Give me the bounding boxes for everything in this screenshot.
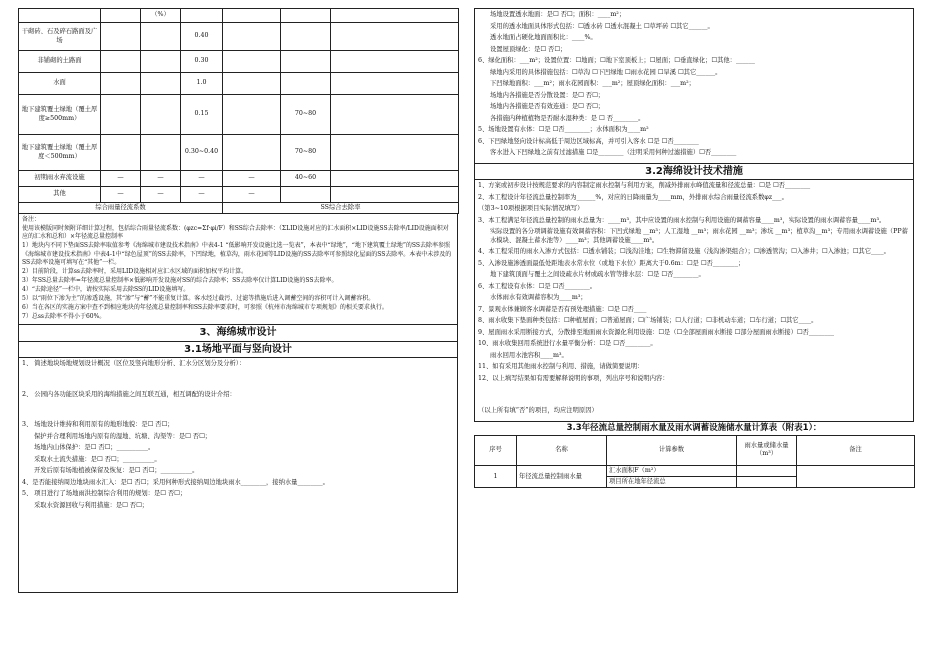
question-line: 9、屋面雨水采用断接方式，分散排至地面雨水资源化利用设施：☐是（☐全部屋面雨水断接 ☐部分屋面雨水断接）☐否________ (478, 328, 835, 336)
right-column (474, 8, 914, 488)
table-3-3-title: 3.3年径流总量控制雨水量及雨水调蓄设施储水量计算表（附表1）： (566, 422, 822, 433)
header-params: 计算参数 (607, 435, 737, 465)
note-item: 2）目前阶段，计算ss去除率时，采用LID设施相对应汇水区域的面积加权平均计算。 (22, 267, 248, 275)
section-3-1-title: 3.1场地平面与竖向设计 (18, 342, 458, 359)
question-line: 地下建筑顶面与覆土之间设疏水片材或疏水管等排水层：☐是 ☐否________。 (490, 271, 705, 278)
table-cell[interactable]: 0.30~0.40 (181, 135, 223, 171)
table-cell[interactable] (331, 9, 459, 23)
table-row (19, 51, 459, 73)
note-item: 1）地块内不同下垫面SS去除率取值参考《海绵城市建设技术指南》中表4-1 “低影响开发设施比选一览表”，本表中“绿地”，“地下建筑覆土绿地”的SS去除率参照《海绵城市建设技术指南》中表4-1中“绿色屋顶”的SS去除率，下凹绿地，植草沟，雨水花园等LID设施的SS去除率可参照绿化屋面的SS去除率。本表中未涉及的SS去除率设施可填写在“其他”一栏。 (22, 242, 452, 266)
calc-remark[interactable] (797, 465, 915, 487)
table-cell[interactable] (223, 23, 281, 51)
table-cell[interactable]: — (181, 187, 223, 203)
question-line: 3、本工程满足年径流总量控制的雨水总量为：____m³，其中应设置的雨水控制与利用设施的调蓄容量____m³，实际设置的雨水调蓄容量____m³。 (478, 216, 886, 224)
header-remark: 备注 (797, 435, 915, 465)
notes-title: 备注： (22, 216, 41, 224)
question-line: 5、入渗设施渗透面最低处距地表水常水位（或地下水位）距离大于0.6m：☐是 ☐否________； (478, 259, 745, 267)
table-cell[interactable] (141, 73, 181, 95)
table-cell[interactable] (331, 95, 459, 135)
note-item: 7）总ss去除率不得小于60%。 (22, 313, 106, 321)
question-line: 场地内山体保护：是☐ 否☐；__________。 (34, 444, 155, 452)
table-cell[interactable]: — (181, 171, 223, 187)
table-cell[interactable] (331, 171, 459, 187)
section-3-2-body (474, 180, 914, 422)
table-cell[interactable] (281, 187, 331, 203)
table-cell[interactable] (331, 73, 459, 95)
runoff-coefficient-table (18, 8, 459, 214)
form-line: 场地内各措施是否分散设置：是☐ 否☐； (490, 91, 605, 99)
table-cell[interactable]: — (223, 187, 281, 203)
table-cell[interactable]: 0.30 (181, 51, 223, 73)
question-line: 7、景观水体兼顾客水调蓄是否有预处理措施：☐是 ☐否____ (478, 305, 647, 313)
calc-param-2: 项目所在地年径流总 (607, 477, 737, 488)
form-line: 6、绿化面积：___m²；设置位置：☐地面；☐地下室顶板上；☐屋面；☐垂直绿化；☐其他：______ (478, 57, 755, 64)
summary-coefficient-label: 综合雨量径流系数 (19, 203, 223, 214)
table-cell[interactable] (101, 23, 141, 51)
row-label: 水面 (19, 73, 101, 95)
question-line: 2、本工程设计年径流总量控制率为______%，对应的日降雨量为____mm，外排雨水综合雨量径流系数φz___。 (478, 193, 788, 201)
question-line: 1、方案或初步设计按规范要求的内容制定雨水控制与利用方案，削减外排雨水峰值流量和径流总量：☐是 ☐否________ (478, 182, 811, 189)
table-cell[interactable] (141, 23, 181, 51)
form-line: 下凹绿地面积：___m²；雨水花园面积：___m²；屋顶绿化面积：___m²； (490, 80, 695, 87)
table-cell[interactable]: — (101, 171, 141, 187)
table-cell[interactable] (223, 73, 281, 95)
table-cell[interactable] (101, 9, 141, 23)
table-row (19, 9, 459, 23)
header-volume: 雨水量或储水量（m³） (737, 435, 797, 465)
question-line: 开发后原有场地植被保留及恢复：是☐ 否☐；__________。 (34, 467, 199, 475)
row-label: 其他 (19, 187, 101, 203)
question-line: 1、 简述地块场地规划设计概况（区位及竖向地形分析、汇水分区划分及分析）： (22, 360, 246, 368)
form-line: 场地内各措施是否有效连通：是☐ 否☐； (490, 103, 605, 110)
question-line: 采取水资源回收与利用措施：是☐ 否☐； (34, 501, 149, 509)
table-cell[interactable]: — (101, 187, 141, 203)
table-cell[interactable] (101, 135, 141, 171)
question-line: 实际设置的各分项调蓄设施有效调蓄容积：下凹式绿地 __m³；人工湿地 __m³；雨水花园 __m³；渗坑 __m³；植草沟__m³；专用雨水调蓄设施（PP蓄水模块、混凝土蓄水池等）____m³；其他调蓄设施____m³。 (490, 228, 908, 244)
form-line: 客水进入下凹绿地之前有过滤措施 ☐是________（注明采用何种过滤措施）☐否________ (490, 149, 737, 156)
question-line: 2、 公园内各功能区块采用的海绵措施之间互联互通，相互调配的设计介绍： (22, 390, 236, 398)
question-line: 11、如有采用其他雨水控制与利用、措施，请做简要说明： (478, 363, 644, 370)
table-cell[interactable]: 70~80 (281, 135, 331, 171)
form-line: 采用的透水地面具体形式包括：☐透水砖 ☐透水混凝土 ☐草坪砖 ☐其它______。 (490, 22, 714, 30)
form-line: 绿地内采用的具体措施包括：☐草沟 ☐下凹绿地 ☐雨水花园 ☐旱溪 ☐其它______。 (490, 68, 722, 76)
table-cell[interactable]: — (141, 171, 181, 187)
table-cell[interactable] (223, 135, 281, 171)
table-row (19, 73, 459, 95)
note-item: 使用该模版同时须附详细计算过程，包括综合雨量径流系数：(φzc=Σf·φi/F）和SS综合去除率：（ΣLID设施对应的汇水面积×LID设施SS去除率/LID设施面积对应的汇水和总和）×年径流总量控制率 (22, 225, 449, 241)
table-cell[interactable] (331, 135, 459, 171)
table-cell[interactable]: 40~60 (281, 171, 331, 187)
left-column (18, 8, 458, 593)
question-line: 雨水回用水池容积____m³。 (490, 351, 568, 359)
form-line: 设置屋顶绿化：是☐ 否☐； (490, 45, 567, 53)
header-name: 名称 (517, 435, 607, 465)
table-cell[interactable] (281, 23, 331, 51)
table-cell[interactable]: 70~80 (281, 95, 331, 135)
table-cell[interactable] (101, 73, 141, 95)
calc-value-1[interactable] (737, 465, 797, 476)
calc-row-no: 1 (475, 465, 517, 487)
row-label: 地下建筑覆土绿地（覆土厚度＜500mm） (19, 135, 101, 171)
table-cell[interactable] (181, 9, 223, 23)
section-3-2-title: 3.2海绵设计技术措施 (474, 164, 914, 181)
table-cell[interactable] (331, 23, 459, 51)
header-no: 序号 (475, 435, 517, 465)
top-continuation-box (474, 8, 914, 164)
note-item: 5）以“雨位下渗为主”的渗透设施，其“渗”与“蓄”不能重复计算。客水经过截污、过滤等措施后进入调蓄空间的容积可计入调蓄容积。 (22, 295, 375, 303)
note-item: 4）“去除途径”一栏中，请按实际采用去除SS的LID设施填写。 (22, 285, 190, 293)
calc-value-2[interactable] (737, 477, 797, 488)
row-label: 初期雨水弃流设施 (19, 171, 101, 187)
table-cell[interactable] (281, 9, 331, 23)
question-line: 10、雨水收集回用系统进行水量平衡分析：☐是 ☐否________。 (478, 340, 657, 347)
question-line: 8、雨水收集下垫面种类包括：☐种植屋面；☐普通屋面；☐广场铺装；☐人行道；☐非机动车道；☐车行道；☐其它____。 (478, 317, 818, 324)
table-cell[interactable] (281, 51, 331, 73)
table-cell[interactable] (101, 95, 141, 135)
table-cell[interactable] (223, 9, 281, 23)
table-cell[interactable] (281, 73, 331, 95)
table-cell[interactable]: 0.15 (181, 95, 223, 135)
row-label (19, 9, 101, 23)
table-cell[interactable]: 1.0 (181, 73, 223, 95)
row-label: 干砌砖、石及碎石路面及广场 (19, 23, 101, 51)
calc-param-1: 汇水面积F（m²） (607, 465, 737, 476)
calc-row-name: 年径流总量控制雨水量 (517, 465, 607, 487)
summary-ss-label: SS综合去除率 (223, 203, 459, 214)
table-cell[interactable] (141, 51, 181, 73)
form-line: 透水地面占硬化地面面积比：____%。 (490, 34, 597, 41)
note-item: 3）年SS总量去除率=年径流总量控制率×低影响开发设施对SS的综合去除率；SS去除率仅计算LID设施的SS去除率。 (22, 276, 338, 284)
form-line: 场地设置透水地面：是☐ 否☐；面积：____m²； (490, 11, 626, 18)
notes-box (18, 214, 458, 325)
table-cell[interactable]: — (223, 171, 281, 187)
section-3-title: 3、海绵城市设计 (18, 325, 458, 342)
row-label: 地下建筑覆土绿地（覆土厚度≥500mm） (19, 95, 101, 135)
question-line: 3、 场地设计维持和利用原有的地形地貌：是☐ 否☐； (22, 421, 174, 429)
table-row (19, 187, 459, 203)
table-row (19, 95, 459, 135)
table-cell[interactable] (223, 95, 281, 135)
question-line: 保护并合理利用场地内原有的湿地、坑塘、沟渠等：是☐ 否☐； (34, 432, 212, 440)
section-3-1-body (18, 358, 458, 593)
form-line: 6、下凹绿地竖向设计标高低于周边区域标高，并可引入客水 ☐是 ☐否________ (478, 137, 699, 145)
question-line: 采取水土流失措施：是☐ 否☐；__________。 (34, 455, 161, 463)
table-cell[interactable]: — (141, 187, 181, 203)
table-cell[interactable] (223, 51, 281, 73)
table-cell[interactable] (101, 51, 141, 73)
table-cell[interactable] (141, 95, 181, 135)
table-cell[interactable] (331, 187, 459, 203)
question-line: 4、本工程采用的雨水入渗方式包括：☐透水铺装；☐浅沟洼地；☐生物滞留设施（浅沟渗渠组合）；☐渗透管沟；☐入渗井；☐入渗池；☐其它____。 (478, 248, 890, 255)
question-line: （第3~10项根据项目实际情况填写） (478, 205, 584, 212)
question-line: 4、是否能接纳周边地块雨水汇入：是☐ 否☐；采用何种形式接纳周边地块雨水________，接纳水量________。 (22, 478, 329, 486)
question-line: 12、以上填写结果如有需要解释说明的事项，列出序号和说明内容： (478, 374, 669, 382)
calc-table (474, 435, 915, 488)
note-item: 6）当在各区的实施方案中查不到相应地块的年径流总量控制率和SS去除率要求时，可参照《杭州市海绵城市专项规划》的相关要求执行。 (22, 304, 388, 312)
form-line: 各措施内种植植物是否耐水湿种类：是 ☐ 否________。 (490, 114, 645, 122)
question-line: 水体雨水有效调蓄容积为____m³； (490, 294, 587, 301)
form-line: 5、场地设置有水体：☐是 ☐否________；水体面积为____m² (478, 126, 649, 133)
table-cell[interactable]: 0.40 (181, 23, 223, 51)
table-row (19, 171, 459, 187)
table-cell[interactable] (331, 51, 459, 73)
question-line: 6、本工程设有水体：☐是 ☐否________。 (478, 282, 597, 290)
question-line: 5、 项目进行了场地雨洪控制综合利用的规划：是☐ 否☐； (22, 490, 187, 498)
table-row (19, 23, 459, 51)
table-cell[interactable]: （%） (141, 9, 181, 23)
table-cell[interactable] (141, 135, 181, 171)
row-label: 非铺砌的土路面 (19, 51, 101, 73)
footnote: （以上所有填“否”的项目，均应注明原因） (478, 407, 598, 414)
table-row (19, 135, 459, 171)
